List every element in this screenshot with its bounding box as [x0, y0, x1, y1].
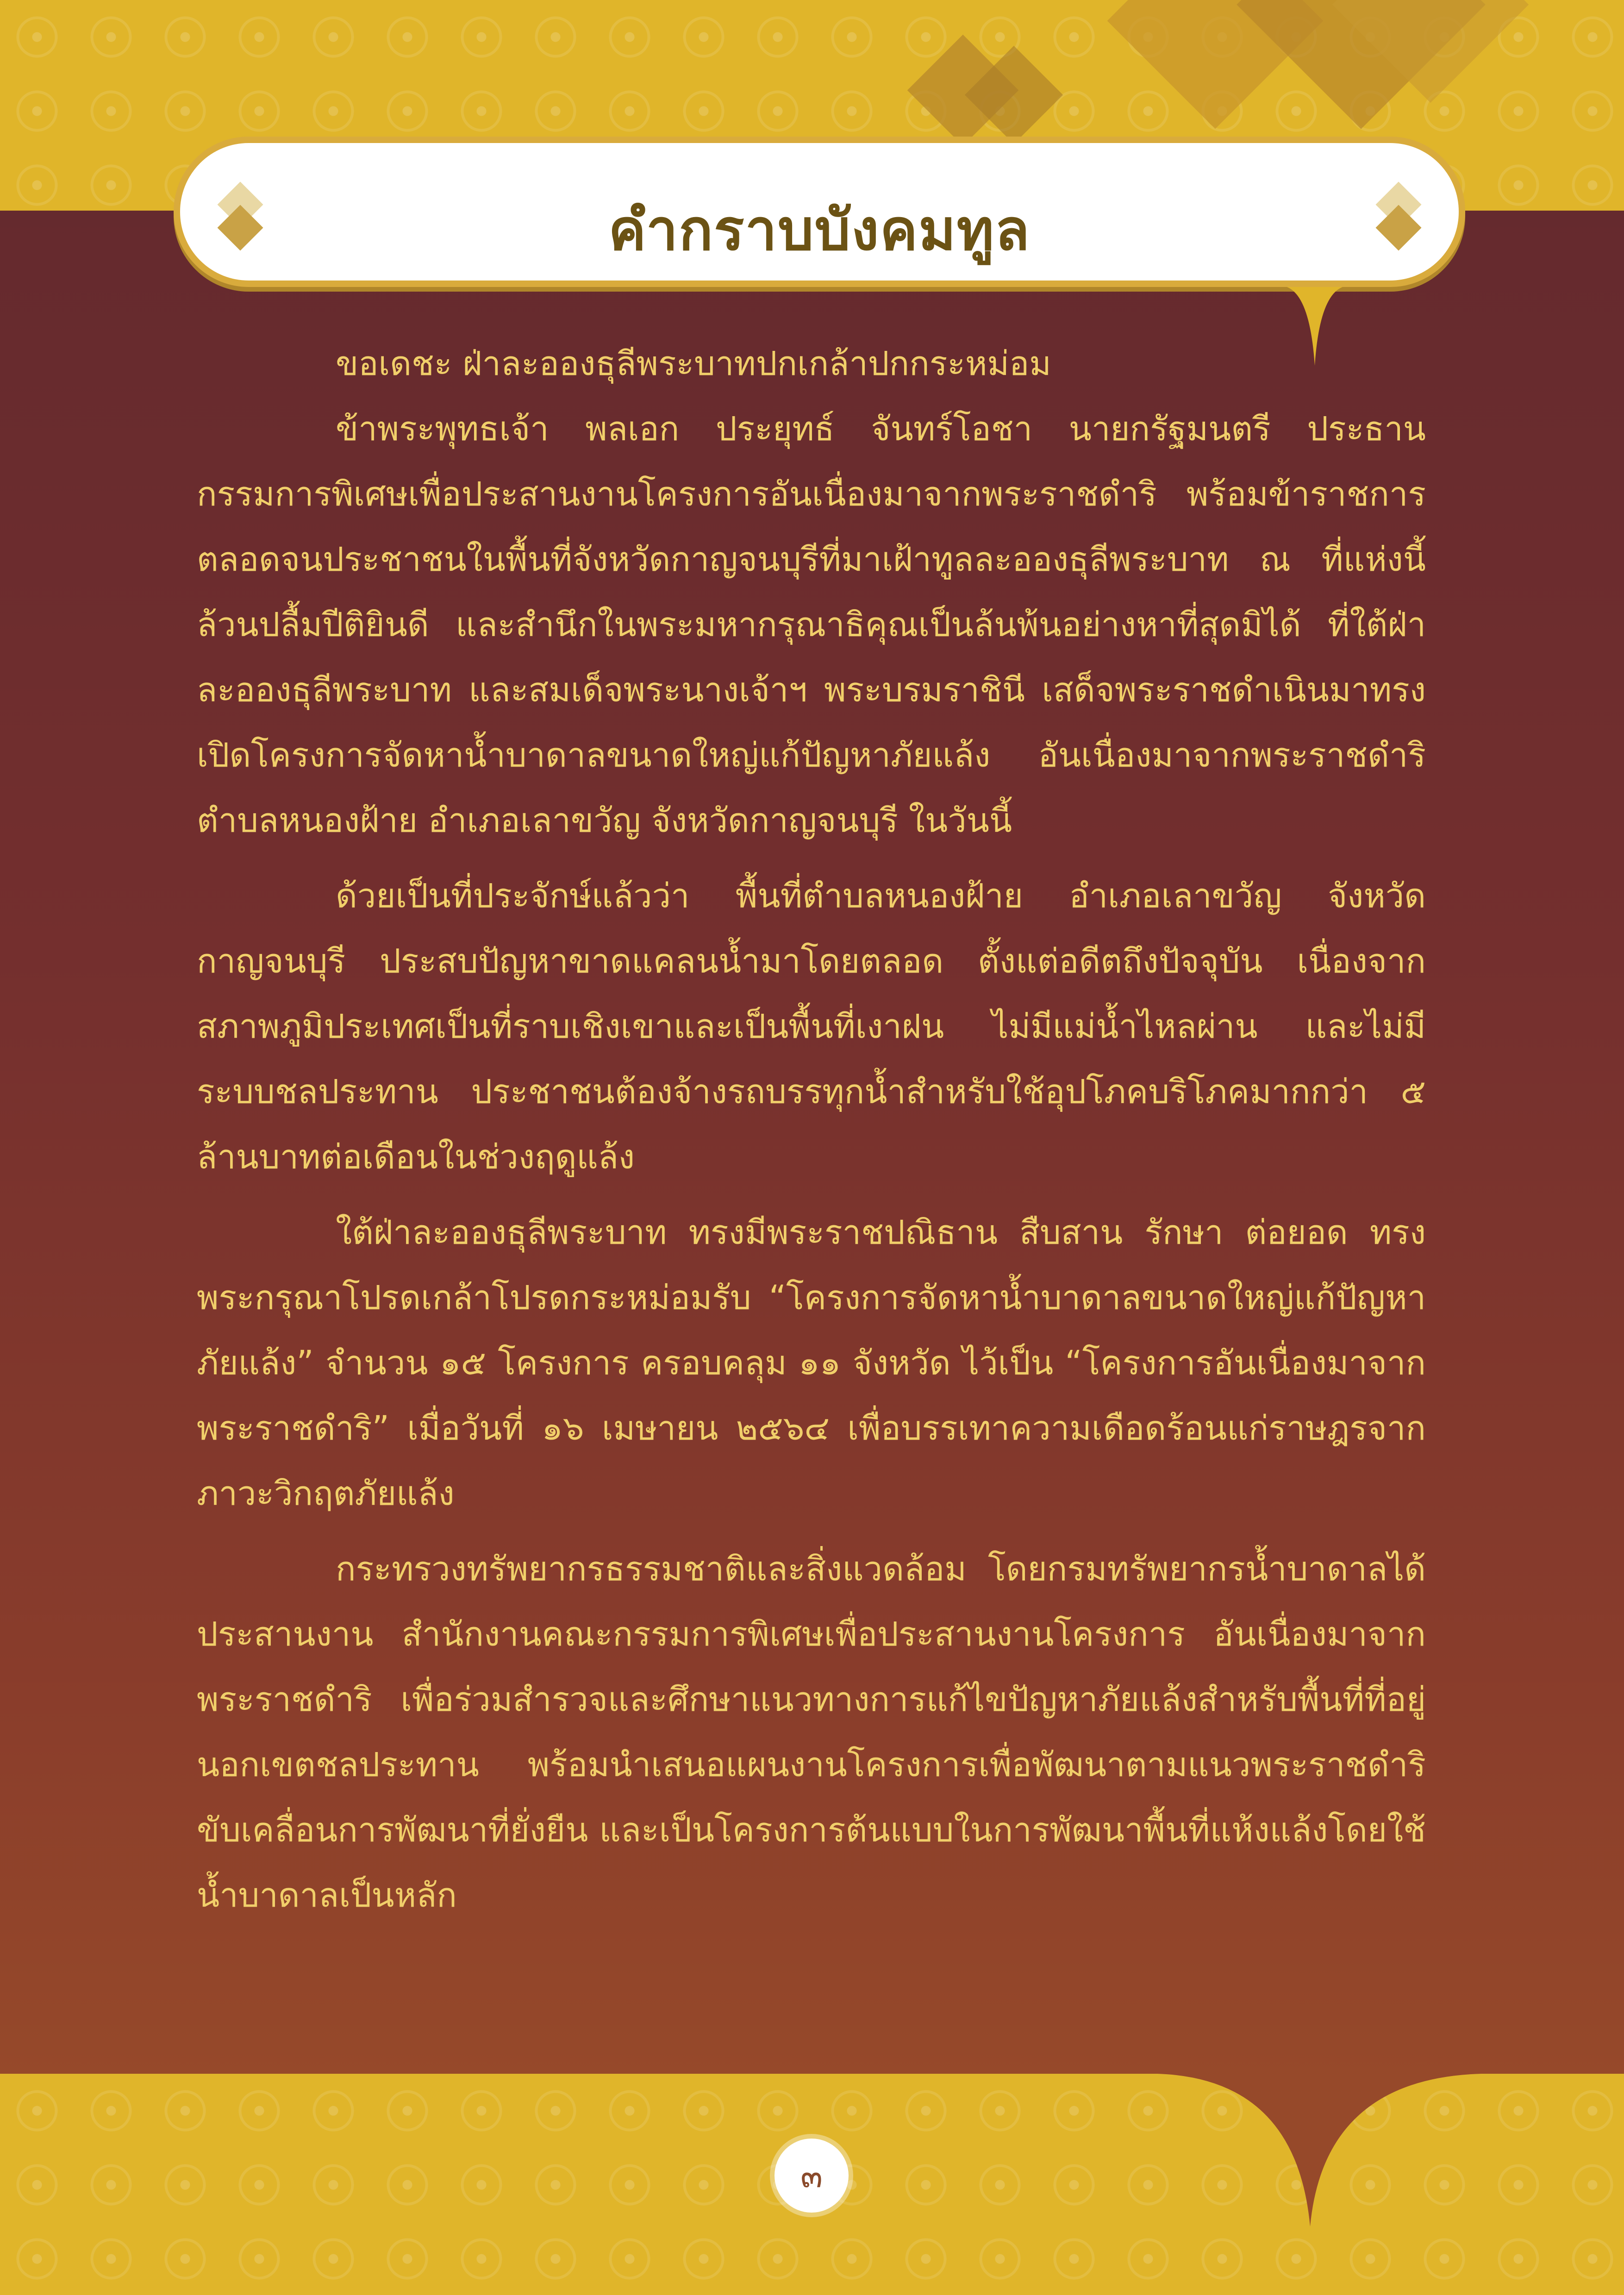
- title-banner: [174, 137, 1465, 287]
- page-title: คำกราบบังคมทูล: [608, 197, 1031, 263]
- paragraph-4: กระทรวงทรัพยากรธรรมชาติและสิ่งแวดล้อม โดยกรมทรัพยากรน้ำบาดาลได้ประสานงาน สำนักงานคณะกรรมการพิเศษเพื่อประสานงานโครงการ อันเนื่องมาจากพระราชดำริ เพื่อร่วมสำรวจและศึกษาแนวทางการแก้ไขปัญหาภัยแล้งสำหรับพื้นที่ที่อยู่นอกเขตชลประทาน พร้อมนำเสนอแผนงานโครงการเพื่อพัฒนาตามแนวพระราชดำริ ขับเคลื่อนการพัฒนาที่ยั่งยืน และเป็นโครงการต้นแบบในการพัฒนาพื้นที่แห้งแล้งโดยใช้น้ำบาดาลเป็นหลัก: [197, 1549, 1426, 1915]
- gold-diamond-icon: [1373, 193, 1424, 244]
- greeting-line: ขอเดชะ ฝ่าละอองธุลีพระบาทปกเกล้าปกกระหม่อม: [336, 344, 1051, 383]
- speech-body: [197, 331, 1426, 1938]
- scallop-arch: [1157, 2074, 1481, 2226]
- paragraph-3: ใต้ฝ่าละอองธุลีพระบาท ทรงมีพระราชปณิธาน สืบสาน รักษา ต่อยอด ทรงพระกรุณาโปรดเกล้าโปรดกระหม่อมรับ “โครงการจัดหาน้ำบาดาลขนาดใหญ่แก้ปัญหาภัยแล้ง” จำนวน ๑๕ โครงการ ครอบคลุม ๑๑ จังหวัด ไว้เป็น “โครงการอันเนื่องมาจากพระราชดำริ” เมื่อวันที่ ๑๖ เมษายน ๒๕๖๔ เพื่อบรรเทาความเดือดร้อนแก่ราษฎรจากภาวะวิกฤตภัยแล้ง: [197, 1213, 1426, 1513]
- page-number: ๓: [775, 2139, 849, 2213]
- paragraph-2: ด้วยเป็นที่ประจักษ์แล้วว่า พื้นที่ตำบลหนองฝ้าย อำเภอเลาขวัญ จังหวัดกาญจนบุรี ประสบปัญหาขาดแคลนน้ำมาโดยตลอด ตั้งแต่อดีตถึงปัจจุบัน เนื่องจากสภาพภูมิประเทศเป็นที่ราบเชิงเขาและเป็นพื้นที่เงาฝน ไม่มีแม่น้ำไหลผ่าน และไม่มีระบบชลประทาน ประชาชนต้องจ้างรถบรรทุกน้ำสำหรับใช้อุปโภคบริโภคมากกว่า ๕ ล้านบาทต่อเดือนในช่วงฤดูแล้ง: [197, 876, 1426, 1176]
- paragraph-1: ข้าพระพุทธเจ้า พลเอก ประยุทธ์ จันทร์โอชา นายกรัฐมนตรี ประธานกรรมการพิเศษเพื่อประสานงานโครงการอันเนื่องมาจากพระราชดำริ พร้อมข้าราชการ ตลอดจนประชาชนในพื้นที่จังหวัดกาญจนบุรีที่มาเฝ้าทูลละอองธุลีพระบาท ณ ที่แห่งนี้ ล้วนปลื้มปีติยินดี และสำนึกในพระมหากรุณาธิคุณเป็นล้นพ้นอย่างหาที่สุดมิได้ ที่ใต้ฝ่าละอองธุลีพระบาท และสมเด็จพระนางเจ้าฯ พระบรมราชินี เสด็จพระราชดำเนินมาทรงเปิดโครงการจัดหาน้ำบาดาลขนาดใหญ่แก้ปัญหาภัยแล้ง อันเนื่องมาจากพระราชดำริ ตำบลหนองฝ้าย อำเภอเลาขวัญ จังหวัดกาญจนบุรี ในวันนี้: [197, 409, 1426, 840]
